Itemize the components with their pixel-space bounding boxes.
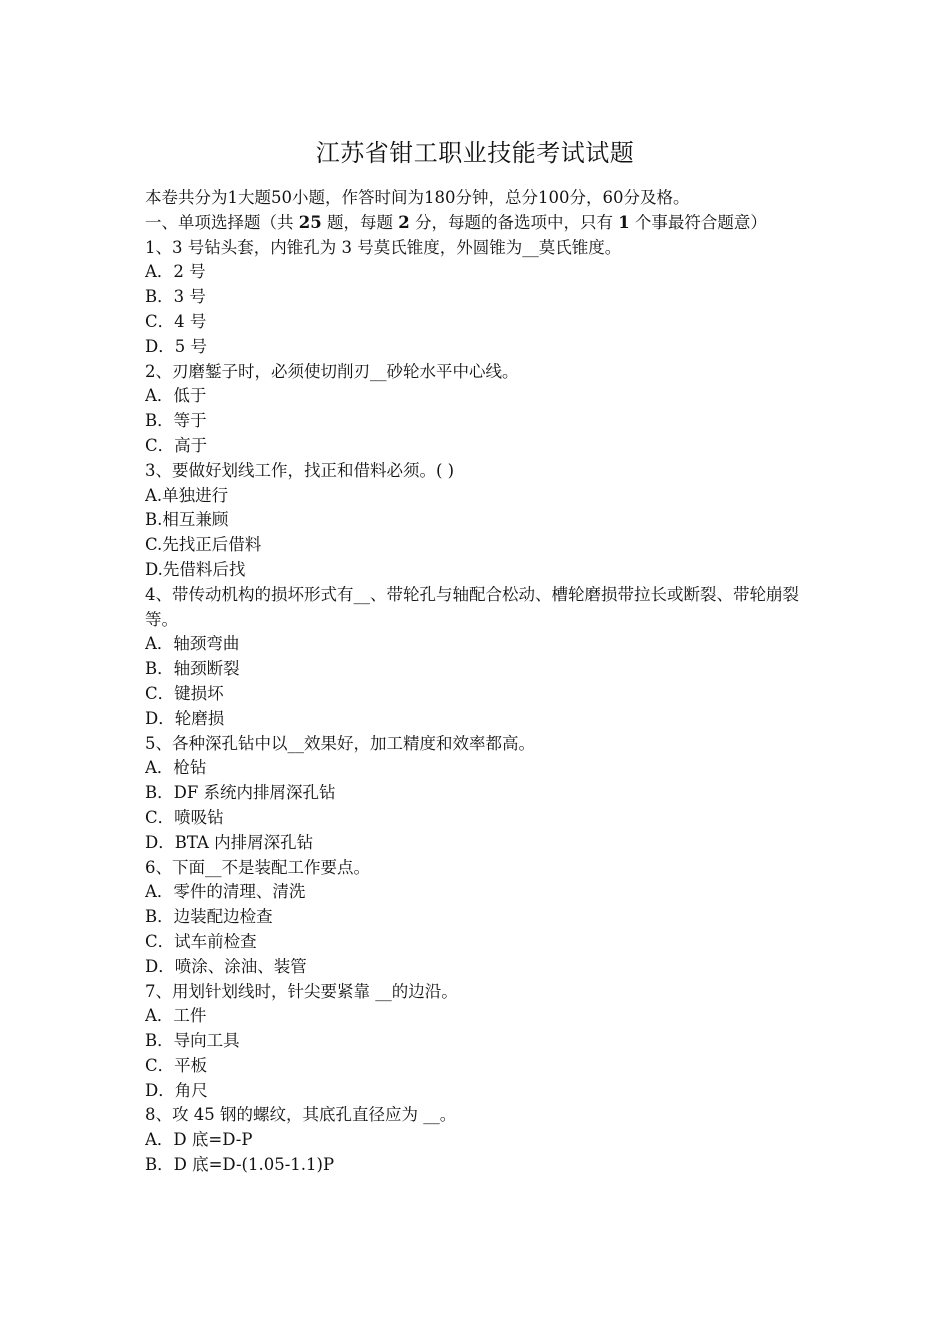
answer-option: B．D 底=D-(1.05-1.1)P [145,1155,335,1175]
answer-option: B．DF 系统内排屑深孔钻 [145,783,336,803]
answer-option: B．边装配边检查 [145,907,273,927]
answer-option: A．低于 [145,386,207,406]
answer-option: C．喷吸钻 [145,807,224,827]
question-stem: 7、用划针划线时，针尖要紧靠 __的边沿。 [145,981,458,1001]
question-stem: 4、带传动机构的损坏形式有__、带轮孔与轴配合松动、槽轮磨损带拉长或断裂、带轮崩裂等。 [145,584,799,629]
answer-option: B．3 号 [145,287,206,307]
question-stem: 8、攻 45 钢的螺纹，其底孔直径应为 __。 [145,1105,457,1125]
answer-option: B．等于 [145,411,207,431]
answer-option: B.相互兼顾 [145,510,229,530]
section-heading-mid2: 分，每题的备选项中，只有 [409,212,619,232]
answer-option: D．5 号 [145,336,207,356]
answer-option: A．2 号 [145,262,206,282]
answer-option: C.先找正后借料 [145,535,262,555]
answer-option: C．试车前检查 [145,931,257,951]
answer-option: D．喷涂、涂油、装管 [145,956,307,976]
answer-option: C．高于 [145,435,208,455]
answer-option: C．4 号 [145,311,207,331]
section-heading-mid1: 题，每题 [321,212,399,232]
section-question-count: 25 [298,212,322,232]
section-heading [145,211,810,236]
question-stem: 6、下面__不是装配工作要点。 [145,857,370,877]
answer-option: A．轴颈弯曲 [145,634,240,654]
answer-option: B．轴颈断裂 [145,659,240,679]
section-heading-prefix: 一、单项选择题（共 [145,212,299,232]
answer-option: A．工件 [145,1006,207,1026]
question-stem: 1、3 号钻头套，内锥孔为 3 号莫氏锥度，外圆锥为__莫氏锥度。 [145,237,622,257]
answer-option: A.单独进行 [145,485,229,505]
question-stem: 5、各种深孔钻中以__效果好，加工精度和效率都高。 [145,733,535,753]
answer-option: D．BTA 内排屑深孔钻 [145,832,314,852]
answer-option: A．枪钻 [145,758,207,778]
document-body [145,186,810,1178]
exam-intro: 本卷共分为1大题50小题，作答时间为180分钟，总分100分，60分及格。 [145,188,690,207]
answer-option: A．零件的清理、清洗 [145,882,306,902]
answer-option: C．平板 [145,1055,208,1075]
answer-option: D．轮磨损 [145,708,225,728]
answer-option: D.先借料后找 [145,559,246,579]
answer-option: D．角尺 [145,1080,208,1100]
answer-option: A．D 底=D-P [145,1130,253,1150]
question-stem: 3、要做好划线工作，找正和借料必须。( ) [145,460,455,480]
answer-option: C．键损坏 [145,683,224,703]
section-question-score: 2 [398,212,410,232]
question-stem: 2、刃磨錾子时，必须使切削刃__砂轮水平中心线。 [145,361,519,381]
document-title: 江苏省钳工职业技能考试试题 [315,139,635,167]
section-heading-suffix: 个事最符合题意） [629,212,767,232]
answer-option: B．导向工具 [145,1031,240,1051]
section-answer-count: 1 [618,212,630,232]
